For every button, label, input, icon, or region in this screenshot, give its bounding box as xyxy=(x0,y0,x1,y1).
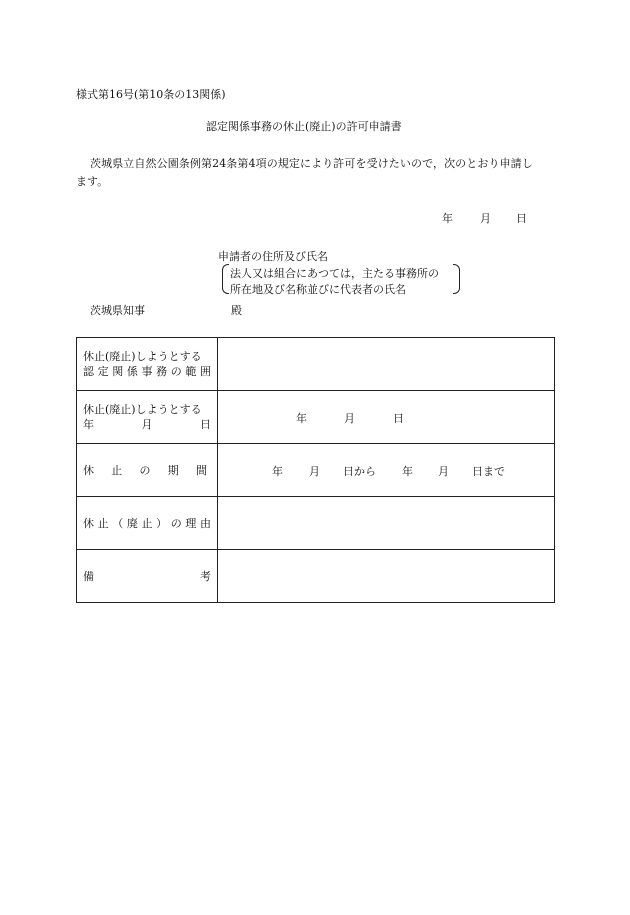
table-row-date xyxy=(77,391,555,444)
period-start-month: 月 xyxy=(309,465,320,478)
period-start-day: 日から xyxy=(343,465,376,478)
date-label-line1: 休止(廃止)しようとする xyxy=(83,403,202,416)
application-form-table xyxy=(76,337,555,603)
scope-label xyxy=(77,338,218,391)
table-row-period xyxy=(77,444,555,497)
reason-label: 休 止 （ 廃 止 ） の 理 由 xyxy=(77,497,218,550)
table-row-remarks xyxy=(77,550,555,603)
left-bracket xyxy=(222,264,229,294)
period-field[interactable] xyxy=(218,444,555,497)
date-year-label: 年 xyxy=(442,212,453,225)
date-month-label: 月 xyxy=(480,212,491,225)
applicant-note-line1: 法人又は組合にあつては，主たる事務所の xyxy=(230,267,439,280)
period-start-year: 年 xyxy=(272,465,283,478)
period-end-day: 日まで xyxy=(472,465,505,478)
date-field[interactable] xyxy=(218,391,555,444)
remarks-label: 備 考 xyxy=(77,550,218,603)
date-field-day: 日 xyxy=(393,412,404,425)
right-bracket xyxy=(453,264,460,294)
addressee: 茨城県知事 xyxy=(90,304,145,317)
form-number: 様式第16号(第10条の13関係) xyxy=(76,88,226,101)
period-end-month: 月 xyxy=(438,465,449,478)
honorific: 殿 xyxy=(231,304,242,317)
remarks-field[interactable] xyxy=(218,550,555,603)
scope-label-line2: 認 定 関 係 事 務 の 範 囲 xyxy=(83,365,211,378)
reason-field[interactable] xyxy=(218,497,555,550)
table-row-reason xyxy=(77,497,555,550)
period-label: 休 止 の 期 間 xyxy=(77,444,218,497)
applicant-note-line2: 所在地及び名称並びに代表者の氏名 xyxy=(230,283,406,296)
body-text-line1: 茨城県立自然公園条例第24条第4項の規定により許可を受けたいので，次のとおり申請し xyxy=(90,157,533,170)
date-day-label: 日 xyxy=(516,212,527,225)
document-title: 認定関係事務の休止(廃止)の許可申請書 xyxy=(206,120,402,133)
date-label-line2: 年 月 日 xyxy=(83,418,211,431)
scope-field[interactable] xyxy=(218,338,555,391)
table-row-scope xyxy=(77,338,555,391)
body-text-line2: ます。 xyxy=(76,175,109,188)
period-end-year: 年 xyxy=(402,465,413,478)
date-field-year: 年 xyxy=(296,412,307,425)
scope-label-line1: 休止(廃止)しようとする xyxy=(83,350,202,363)
date-field-month: 月 xyxy=(344,412,355,425)
date-label xyxy=(77,391,218,444)
applicant-label: 申請者の住所及び氏名 xyxy=(218,250,328,263)
